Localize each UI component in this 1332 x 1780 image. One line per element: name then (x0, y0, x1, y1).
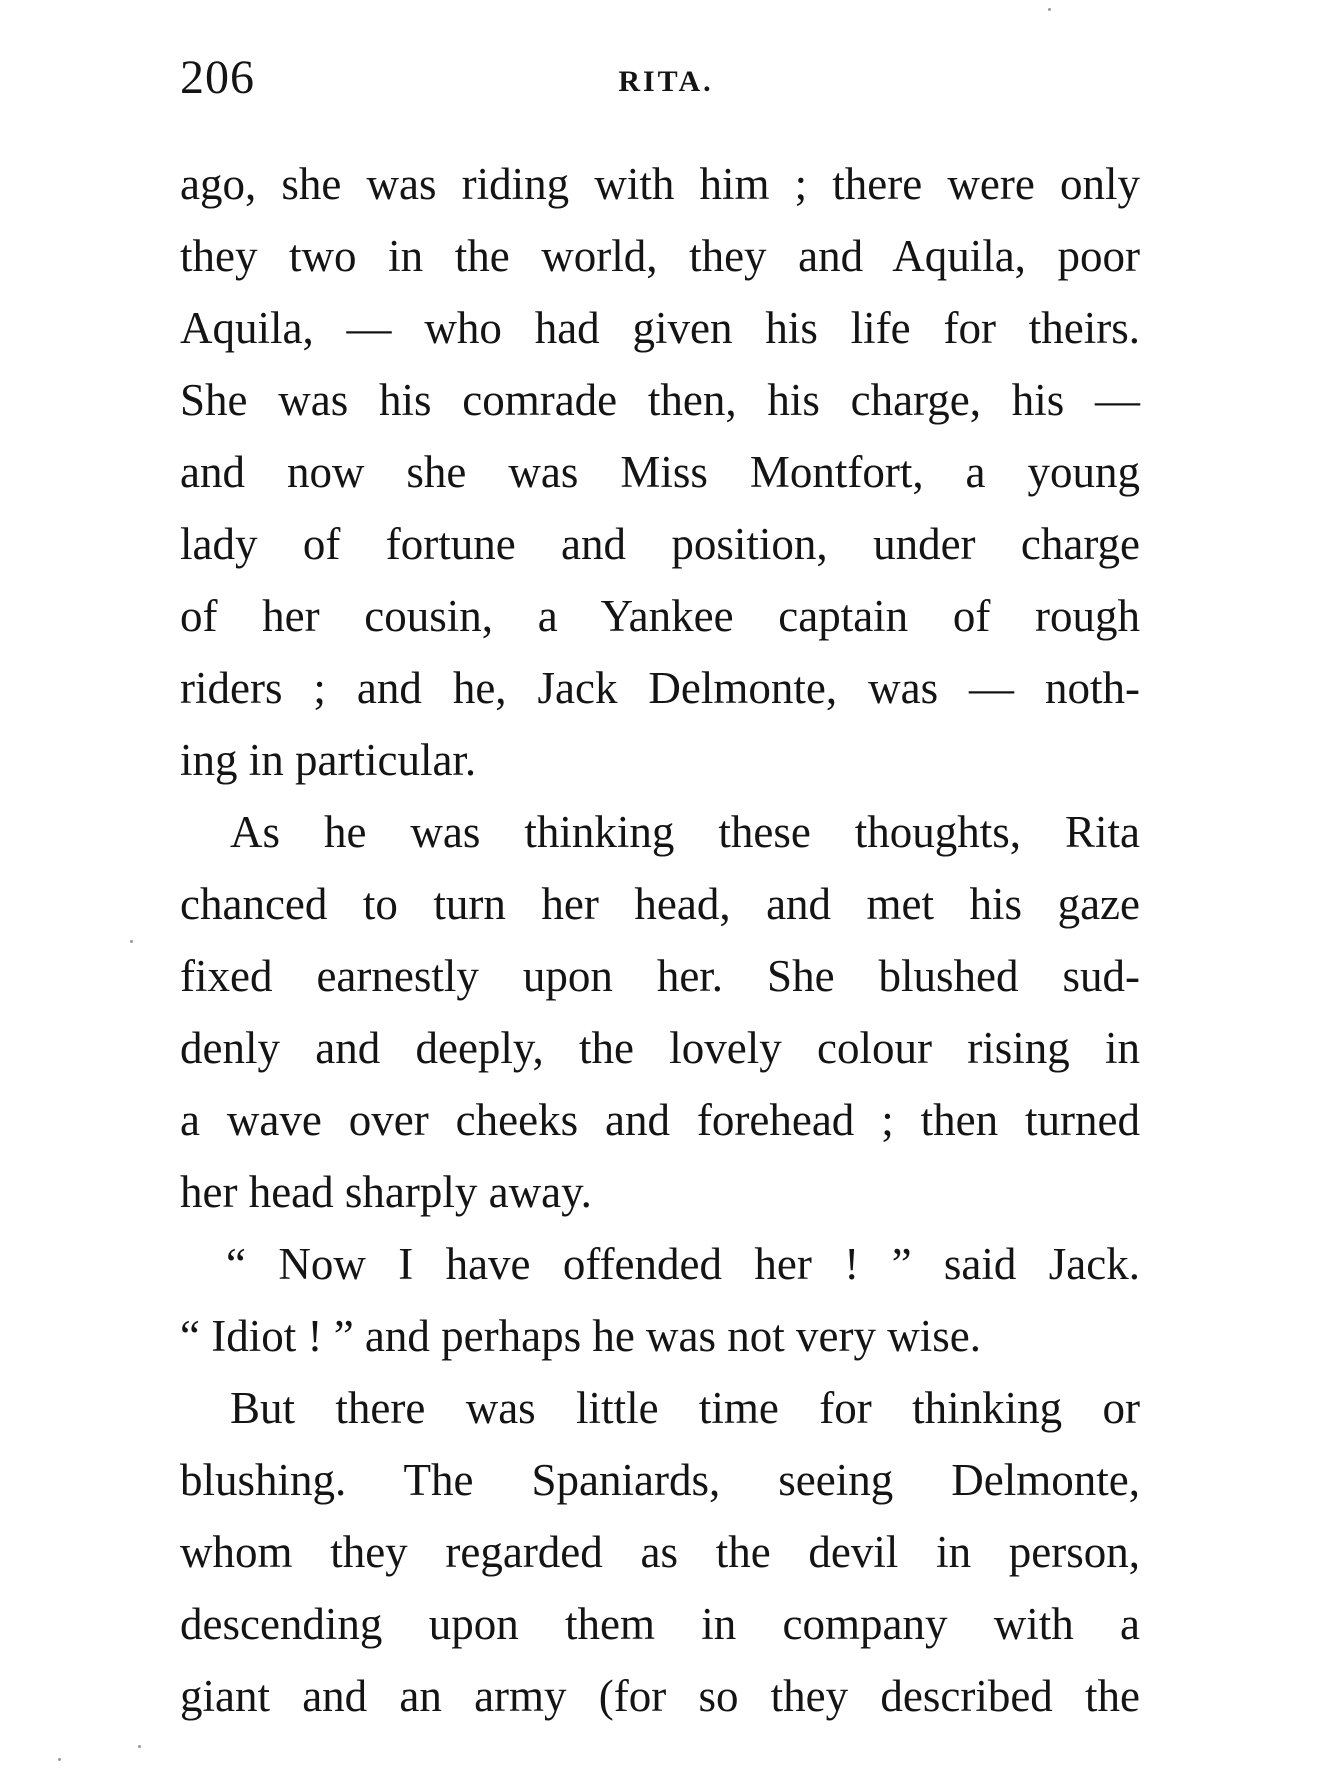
text-line: descending upon them in company with a (180, 1599, 1140, 1649)
paragraph-first-line: But there was little time for thinking or (230, 1383, 1140, 1433)
paragraph-first-line: “ Now I have offended her ! ” said Jack. (226, 1239, 1140, 1289)
text-line: whom they regarded as the devil in person, (180, 1527, 1140, 1577)
text-line: ing in particular. (180, 735, 477, 785)
paragraph-first-line: As he was thinking these thoughts, Rita (230, 807, 1140, 857)
text-line: her head sharply away. (180, 1167, 592, 1217)
running-title: RITA. (618, 65, 714, 98)
text-line: She was his comrade then, his charge, his — (180, 375, 1140, 425)
paper-speck (58, 1758, 61, 1761)
text-line: giant and an army (for so they described the (180, 1671, 1140, 1721)
text-line: chanced to turn her head, and met his gaze (180, 879, 1140, 929)
page-number: 206 (180, 51, 255, 104)
text-line: and now she was Miss Montfort, a young (180, 447, 1140, 497)
paper-speck (138, 1745, 141, 1748)
text-line: fixed earnestly upon her. She blushed sud- (180, 951, 1140, 1001)
text-line: denly and deeply, the lovely colour rising in (180, 1023, 1140, 1073)
text-line: riders ; and he, Jack Delmonte, was — noth- (180, 663, 1140, 713)
paper-speck (130, 940, 133, 943)
text-line: ago, she was riding with him ; there were only (180, 159, 1140, 209)
text-line: blushing. The Spaniards, seeing Delmonte, (180, 1455, 1140, 1505)
text-line: of her cousin, a Yankee captain of rough (180, 591, 1140, 641)
body-text (180, 148, 1140, 1732)
text-line: lady of fortune and position, under charge (180, 519, 1140, 569)
text-line: Aquila, — who had given his life for theirs. (180, 303, 1140, 353)
text-line: “ Idiot ! ” and perhaps he was not very wise. (180, 1311, 981, 1361)
text-line: they two in the world, they and Aquila, poor (180, 231, 1140, 281)
text-line: a wave over cheeks and forehead ; then turned (180, 1095, 1140, 1145)
paper-speck (1048, 8, 1051, 11)
